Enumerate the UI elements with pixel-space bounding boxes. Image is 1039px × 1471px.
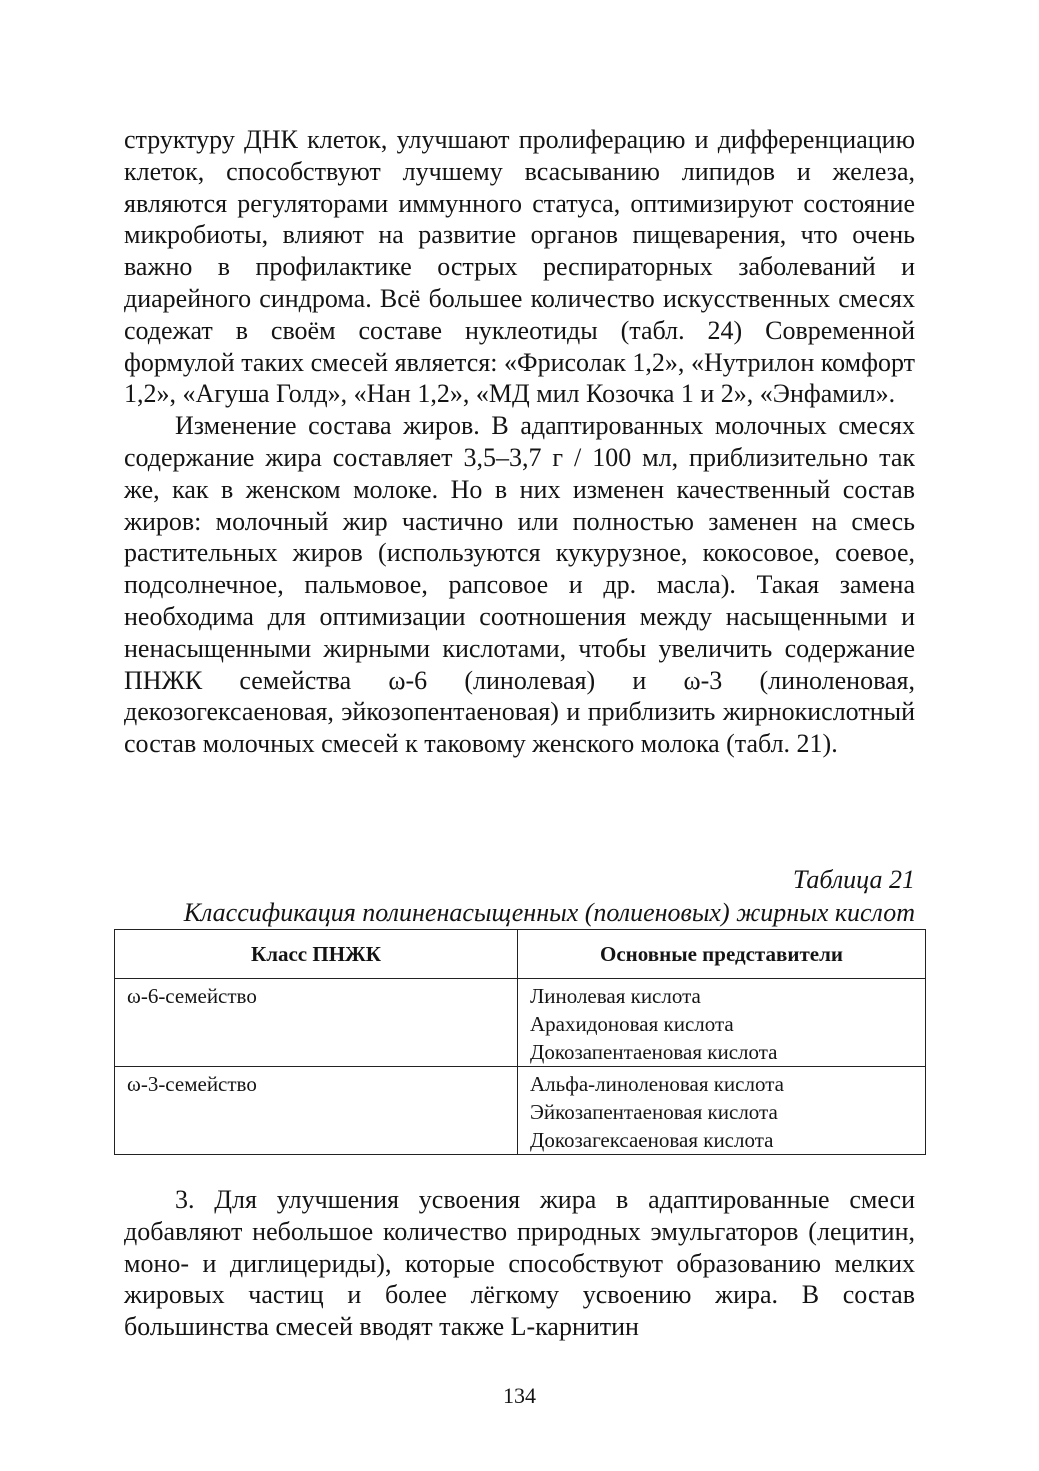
paragraph-nucleotides: структуру ДНК клеток, улучшают пролиферацию и дифференциацию клеток, способствуют лучшему всасыванию липидов и железа, являются регуляторами иммунного статуса, оптимизируют состояние микробиоты, влияют на развитие органов пищеварения, что очень важно в профилактике острых респираторных заболеваний и диарейного синдрома. Всё большее количество искусственных смесях содежат в своём составе нуклеотиды (табл. 24) Современной формулой таких смесей является: «Фрисолак 1,2», «Нутрилон комфорт 1,2», «Агуша Голд», «Нан 1,2», «МД мил Козочка 1 и 2», «Энфамил». (124, 125, 915, 409)
cell-representatives (518, 1067, 926, 1155)
cell-representatives (518, 979, 926, 1067)
body-text-bottom (124, 1184, 915, 1343)
representative-item: Докозагексаеновая кислота (530, 1128, 774, 1152)
cell-class: ω-6-семейство (115, 979, 518, 1067)
table-header-row (115, 930, 926, 979)
table-number: Таблица 21 (792, 865, 915, 894)
representative-item: Арахидоновая кислота (530, 1012, 734, 1036)
column-header-class: Класс ПНЖК (115, 930, 518, 979)
representative-item: Докозапентаеновая кислота (530, 1040, 778, 1064)
pufa-classification-table (114, 929, 926, 1155)
table-caption: Классификация полиненасыщенных (полиеновых) жирных кислот (183, 898, 915, 927)
table-row (115, 979, 926, 1067)
table-row (115, 1067, 926, 1155)
body-text-top (124, 124, 915, 760)
paragraph-emulsifiers: 3. Для улучшения усвоения жира в адаптированные смеси добавляют небольшое количество природных эмульгаторов (лецитин, моно- и диглицериды), которые способствуют образованию мелких жировых частиц и более лёгкому усвоению жира. В состав большинства смесей вводят также L-карнитин (124, 1185, 915, 1342)
cell-class: ω-3-семейство (115, 1067, 518, 1155)
paragraph-fat-composition: Изменение состава жиров. В адаптированных молочных смесях содержание жира составляет 3,5–3,7 г / 100 мл, приблизительно так же, как в женском молоке. Но в них изменен качественный состав жиров: молочный жир частично или полностью заменен на смесь растительных жиров (используются кукурузное, кокосовое, соевое, подсолнечное, пальмовое, рапсовое и др. масла). Такая замена необходима для оптимизации соотношения между насыщенными и ненасыщенными жирными кислотами, чтобы увеличить содержание ПНЖК семейства ω-6 (линолевая) и ω-3 (линоленовая, декозогексаеновая, эйкозопентаеновая) и приблизить жирнокислотный состав молочных смесей к таковому женского молока (табл. 21). (124, 411, 915, 759)
page-number: 134 (503, 1383, 536, 1408)
representative-item: Альфа-линоленовая кислота (530, 1072, 784, 1096)
column-header-representatives: Основные представители (518, 930, 926, 979)
representative-item: Линолевая кислота (530, 984, 701, 1008)
representative-item: Эйкозапентаеновая кислота (530, 1100, 778, 1124)
